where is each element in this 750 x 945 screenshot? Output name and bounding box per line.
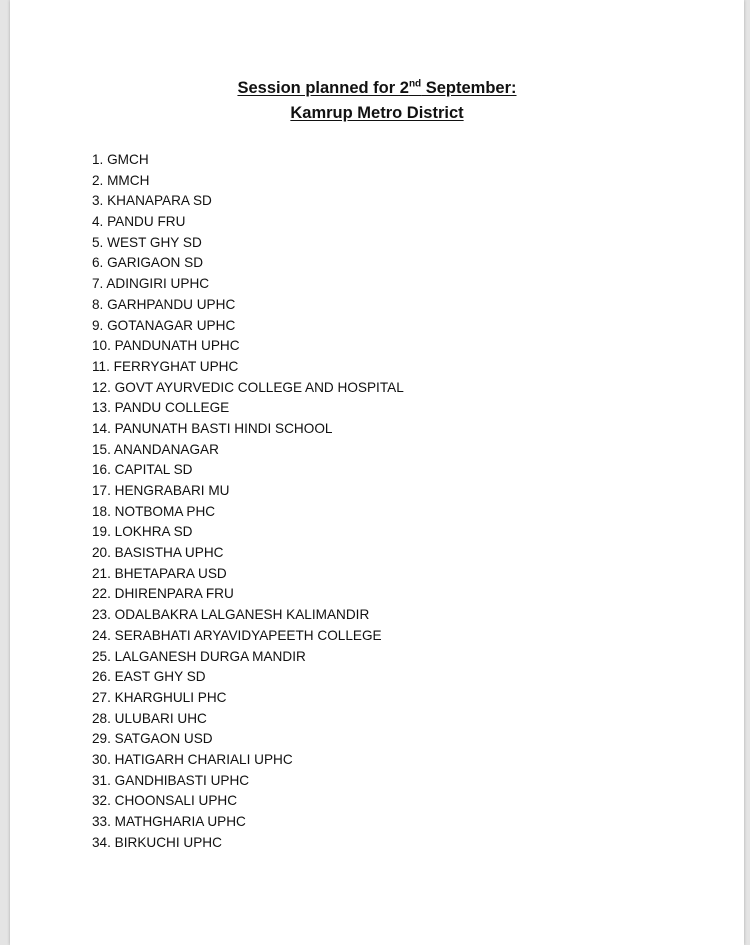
- list-item: 6. GARIGAON SD: [92, 255, 204, 271]
- list-item: 16. CAPITAL SD: [92, 462, 193, 478]
- page-title: [10, 79, 744, 98]
- list-item: 21. BHETAPARA USD: [92, 565, 227, 581]
- list-item: 23. ODALBAKRA LALGANESH KALIMANDIR: [92, 607, 370, 623]
- list-item: 10. PANDUNATH UPHC: [92, 338, 240, 354]
- list-item: 32. CHOONSALI UPHC: [92, 793, 238, 809]
- list-item: 29. SATGAON USD: [92, 731, 213, 747]
- list-item: 5. WEST GHY SD: [92, 234, 202, 250]
- list-item: 24. SERABHATI ARYAVIDYAPEETH COLLEGE: [92, 627, 382, 643]
- session-list: [92, 150, 404, 853]
- document-page: [10, 0, 744, 945]
- list-item: 20. BASISTHA UPHC: [92, 545, 224, 561]
- list-item: 12. GOVT AYURVEDIC COLLEGE AND HOSPITAL: [92, 379, 404, 395]
- title-superscript: nd: [408, 78, 422, 90]
- list-item: 28. ULUBARI UHC: [92, 710, 207, 726]
- list-item: 7. ADINGIRI UPHC: [92, 276, 210, 292]
- title-text: Session planned for 2: [237, 79, 409, 97]
- list-item: 17. HENGRABARI MU: [92, 483, 230, 498]
- list-item: 15. ANANDANAGAR: [92, 441, 219, 457]
- list-item: 13. PANDU COLLEGE: [92, 400, 230, 416]
- list-item: 18. NOTBOMA PHC: [92, 503, 216, 519]
- list-item: 26. EAST GHY SD: [92, 669, 206, 685]
- list-item: 27. KHARGHULI PHC: [92, 689, 227, 705]
- list-item: 8. GARHPANDU UPHC: [92, 296, 236, 312]
- list-item: 33. MATHGHARIA UPHC: [92, 814, 246, 829]
- list-item: 30. HATIGARH CHARIALI UPHC: [92, 751, 293, 767]
- list-item: 22. DHIRENPARA FRU: [92, 586, 234, 602]
- list-item: 25. LALGANESH DURGA MANDIR: [92, 648, 306, 664]
- list-item: 4. PANDU FRU: [92, 214, 186, 230]
- list-item: 11. FERRYGHAT UPHC: [92, 358, 239, 374]
- district-subtitle: Kamrup Metro District: [290, 104, 464, 122]
- list-item: 9. GOTANAGAR UPHC: [92, 317, 236, 333]
- list-item: 19. LOKHRA SD: [92, 524, 193, 540]
- list-item: 2. MMCH: [92, 172, 150, 188]
- list-item: 14. PANUNATH BASTI HINDI SCHOOL: [92, 420, 333, 436]
- list-item: 3. KHANAPARA SD: [92, 193, 212, 209]
- list-item: 31. GANDHIBASTI UPHC: [92, 772, 250, 788]
- list-item: 1. GMCH: [92, 152, 149, 167]
- list-item: 34. BIRKUCHI UPHC: [92, 834, 222, 850]
- title-date-text: September:: [421, 79, 517, 97]
